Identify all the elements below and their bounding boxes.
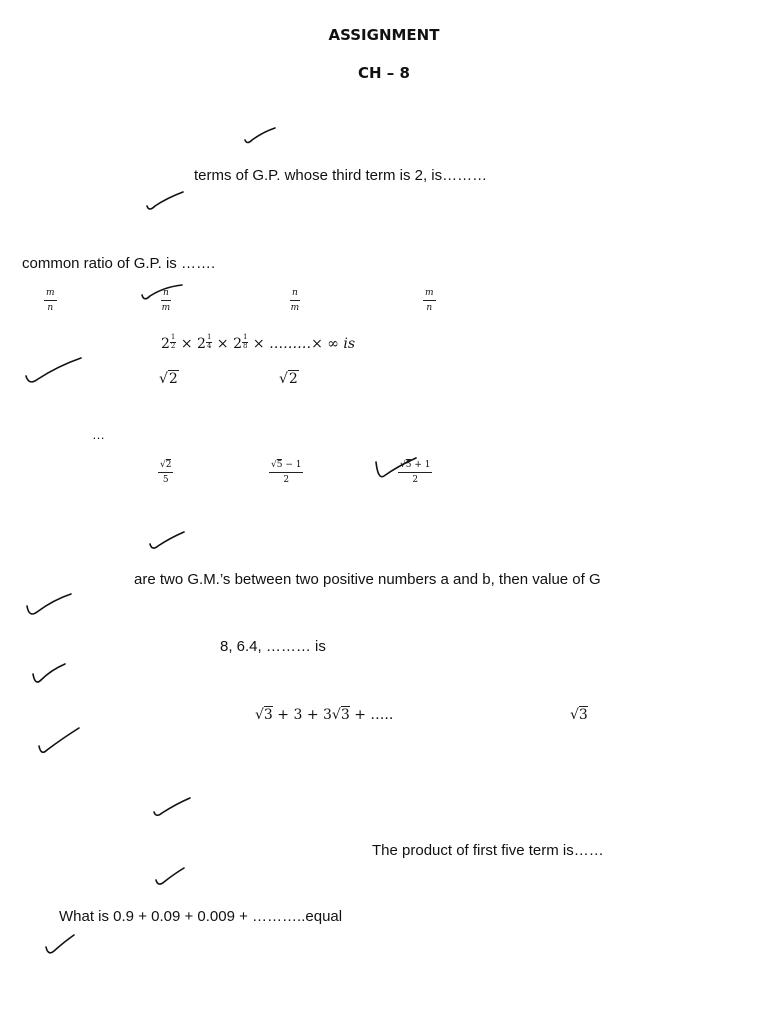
check-mark-icon <box>25 592 73 618</box>
option-ratio-a: $\frac{m}{n}$ <box>46 288 55 313</box>
question-decimal: What is 0.9 + 0.09 + 0.009 + ………..equal <box>59 908 343 925</box>
question-common-ratio: common ratio of G.P. is ……. <box>22 255 216 272</box>
option-ratio-b: $\frac{n}{m}$ <box>161 288 171 313</box>
check-mark-icon <box>152 796 192 818</box>
option-golden-b: $\frac{√5 - 1}{2}$ <box>271 460 302 485</box>
check-mark-icon <box>145 190 185 214</box>
check-mark-icon <box>31 662 67 686</box>
expression-sqrt3-series: √3 + 3 + 3√3 + ….. <box>255 707 394 723</box>
answer-sqrt3: √3 <box>570 707 588 723</box>
question-series: 8, 6.4, ……… is <box>220 638 326 655</box>
option-sqrt2-a: √2 <box>159 371 178 387</box>
option-ratio-c: $\frac{n}{m}$ <box>290 288 300 313</box>
option-golden-a: $\frac{√2}{5}$ <box>160 460 172 485</box>
option-ratio-d: $\frac{m}{n}$ <box>425 288 434 313</box>
expression-infinite-product: 2 $\frac{1}{2}$ × 2 $\frac{1}{4}$ × 2 $\frac{1}{8}$ × ………× ∞ is <box>161 333 356 352</box>
check-mark-icon <box>148 530 186 552</box>
question-gm-value: are two G.M.’s between two positive numbers a and b, then value of G <box>134 571 601 588</box>
question-third-term: terms of G.P. whose third term is 2, is……… <box>194 167 488 184</box>
page-title: ASSIGNMENT <box>328 26 440 44</box>
check-mark-icon <box>243 126 277 146</box>
ellipsis-text: … <box>92 427 105 442</box>
check-mark-icon <box>140 283 184 303</box>
option-golden-c: $\frac{√5 + 1}{2}$ <box>400 460 431 485</box>
chapter-label: CH – 8 <box>358 64 410 82</box>
check-mark-icon <box>374 456 418 480</box>
check-mark-icon <box>37 726 81 756</box>
question-product: The product of first five term is…… <box>372 842 604 859</box>
check-mark-icon <box>154 866 186 888</box>
check-mark-icon <box>24 356 84 386</box>
check-mark-icon <box>44 933 76 957</box>
option-sqrt2-b: √2 <box>279 371 298 387</box>
